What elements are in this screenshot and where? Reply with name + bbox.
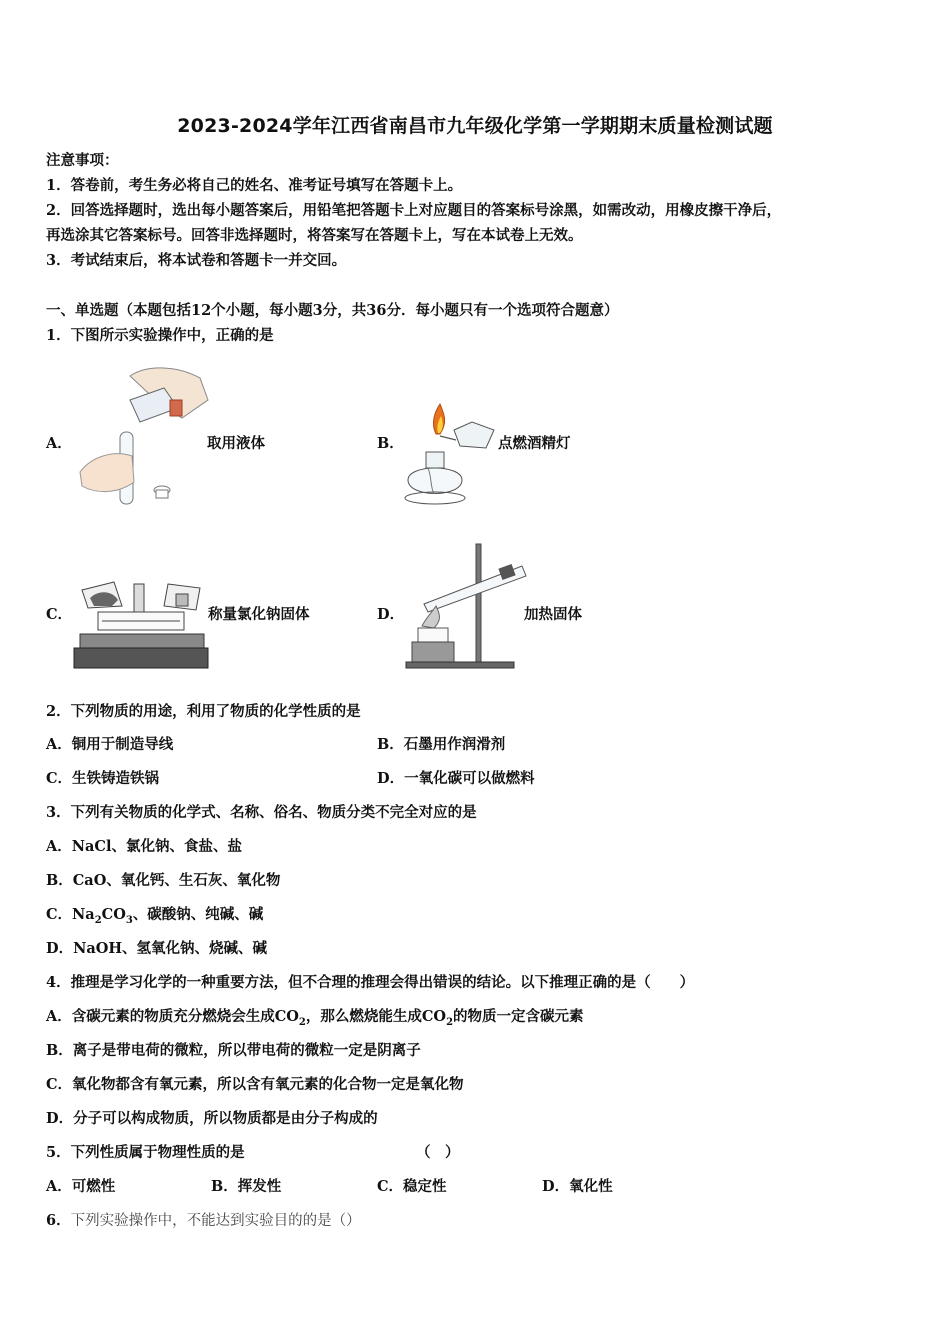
q5-answer-paren: （ ） xyxy=(416,1144,460,1161)
q4-option-b: B．离子是带电荷的微粒，所以带电荷的微粒一定是阴离子 xyxy=(46,1042,421,1059)
q1-option-b-label: B． xyxy=(377,435,404,452)
q2-option-b: B．石墨用作润滑剂 xyxy=(377,736,506,753)
q3-option-c: C．$Na_2CO_3$、碳酸钠、纯碱、碱 xyxy=(46,906,264,926)
alcohol-lamp-figure xyxy=(398,400,502,510)
notice-item-2b: 再选涂其它答案标号。回答非选择题时，将答案写在答题卡上，写在本试卷上无效。 xyxy=(46,227,583,244)
q2-stem: 2．下列物质的用途，利用了物质的化学性质的是 xyxy=(46,703,361,720)
q1-option-c-label: C． xyxy=(46,606,73,623)
notice-item-1: 1．答卷前，考生务必将自己的姓名、准考证号填写在答题卡上。 xyxy=(46,177,463,194)
q6-stem: 6．下列实验操作中，不能达到实验目的的是（） xyxy=(46,1212,361,1229)
q1-option-d-label: D． xyxy=(377,606,405,623)
q5-option-c: C．稳定性 xyxy=(377,1178,447,1195)
q3-stem: 3．下列有关物质的化学式、名称、俗名、物质分类不完全对应的是 xyxy=(46,804,477,821)
q1-option-c-text: 称量氯化钠固体 xyxy=(208,606,310,623)
q1-option-a-label: A． xyxy=(46,435,72,452)
q1-stem: 1．下图所示实验操作中，正确的是 xyxy=(46,327,274,344)
q5-option-d: D．氧化性 xyxy=(542,1178,613,1195)
q3-option-b: B．CaO、氧化钙、生石灰、氧化物 xyxy=(46,872,281,889)
notice-item-3: 3．考试结束后，将本试卷和答题卡一并交回。 xyxy=(46,252,347,269)
pour-liquid-figure xyxy=(74,360,214,508)
q4-stem: 4．推理是学习化学的一种重要方法，但不合理的推理会得出错误的结论。以下推理正确的是（ ） xyxy=(46,974,695,991)
page-title: 2023-2024学年江西省南昌市九年级化学第一学期期末质量检测试题 xyxy=(177,115,773,137)
heating-solid-figure xyxy=(404,540,528,670)
q4-option-c: C．氧化物都含有氧元素，所以含有氧元素的化合物一定是氧化物 xyxy=(46,1076,464,1093)
q2-option-d: D．一氧化碳可以做燃料 xyxy=(377,770,535,787)
q1-option-d-text: 加热固体 xyxy=(524,606,582,623)
q4-option-d: D．分子可以构成物质，所以物质都是由分子构成的 xyxy=(46,1110,378,1127)
q3-option-a: A．NaCl、氯化钠、食盐、盐 xyxy=(46,838,242,855)
q2-option-a: A．铜用于制造导线 xyxy=(46,736,174,753)
notice-heading: 注意事项： xyxy=(46,152,119,169)
section-heading: 一、单选题（本题包括12个小题，每小题3分，共36分．每小题只有一个选项符合题意） xyxy=(46,302,619,319)
q1-option-b-text: 点燃酒精灯 xyxy=(498,435,571,452)
notice-item-2a: 2．回答选择题时，选出每小题答案后，用铅笔把答题卡上对应题目的答案标号涂黑，如需改动，用橡皮擦干净后， xyxy=(46,202,782,219)
q2-option-c: C．生铁铸造铁锅 xyxy=(46,770,160,787)
q5-option-b: B．挥发性 xyxy=(211,1178,282,1195)
balance-scale-figure xyxy=(72,576,210,672)
q5-option-a: A．可燃性 xyxy=(46,1178,116,1195)
q3-option-d: D．NaOH、氢氧化钠、烧碱、碱 xyxy=(46,940,268,957)
q1-option-a-text: 取用液体 xyxy=(207,435,265,452)
q5-stem: 5．下列性质属于物理性质的是 xyxy=(46,1144,245,1161)
q4-option-a: A．含碳元素的物质充分燃烧会生成$CO_2$，那么燃烧能生成$CO_2$的物质一定含碳元素 xyxy=(46,1008,584,1028)
